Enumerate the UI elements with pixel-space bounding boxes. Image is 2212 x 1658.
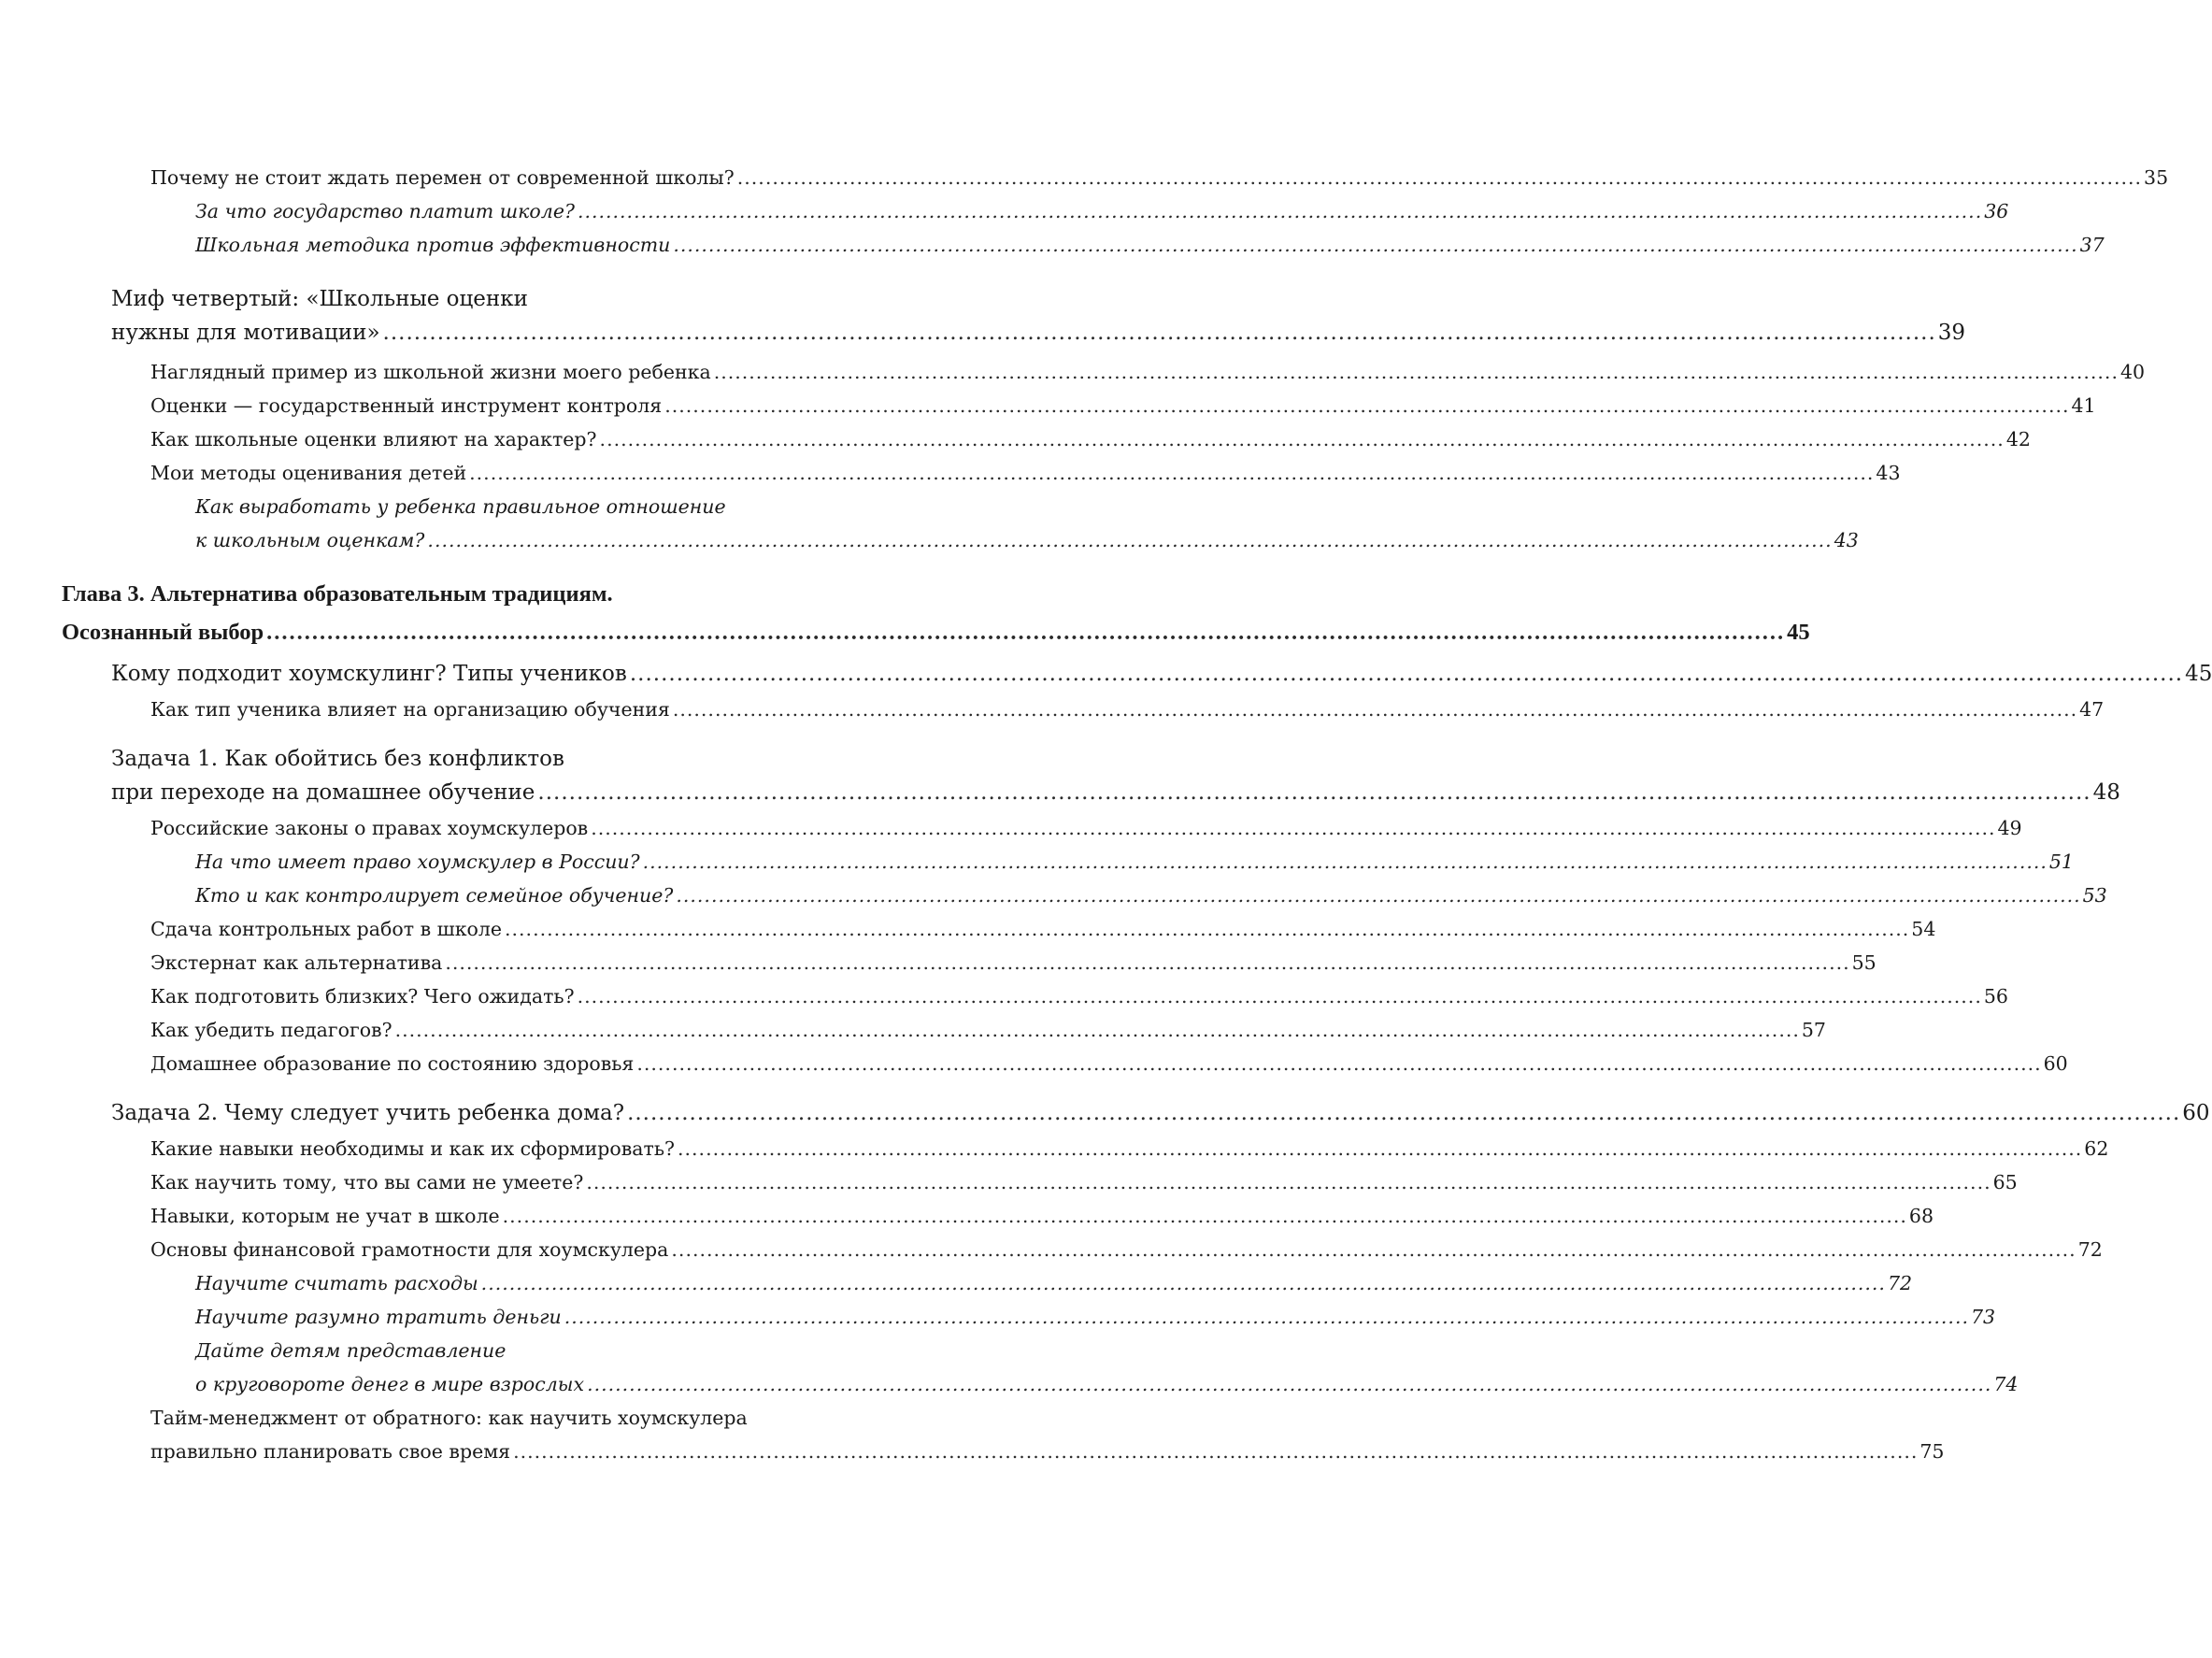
- toc-page-number: 72: [2077, 1238, 2103, 1261]
- toc-entry-title: Задача 1. Как обойтись без конфликтов: [111, 747, 564, 771]
- toc-entry[interactable]: [150, 1047, 2068, 1080]
- toc-page-number: 41: [2071, 394, 2096, 417]
- dot-leader: ........................................................................................................................................................................................................: [627, 1101, 2181, 1125]
- toc-entry[interactable]: [195, 490, 1859, 557]
- toc-page-number: 40: [2119, 361, 2146, 383]
- toc-page-number: 57: [1801, 1019, 1826, 1041]
- dot-leader: ........................................................................................................................................................................................................: [736, 166, 2143, 189]
- toc-entry-title: Экстернат как альтернатива: [150, 951, 443, 974]
- dot-leader: ........................................................................................................................................................................................................: [636, 1052, 2042, 1075]
- toc-entry[interactable]: [150, 1013, 1826, 1047]
- toc-entry-title: Как убедить педагогов?: [150, 1019, 392, 1041]
- toc-entry-title: Как школьные оценки влияют на характер?: [150, 428, 597, 450]
- toc-entry[interactable]: [150, 1233, 2103, 1266]
- toc-entry[interactable]: [195, 228, 2105, 262]
- dot-leader: ........................................................................................................................................................................................................: [564, 1306, 1969, 1328]
- toc-entry-title: Наглядный пример из школьной жизни моего ребенка: [150, 361, 711, 383]
- toc-page-number: 55: [1851, 951, 1877, 974]
- toc-entry-title: Российские законы о правах хоумскулеров: [150, 817, 589, 839]
- toc-entry[interactable]: [150, 693, 2105, 726]
- toc-entry-title: Научите разумно тратить деньги: [195, 1306, 562, 1328]
- toc-page-number: 37: [2079, 234, 2105, 256]
- toc-entry[interactable]: [111, 282, 1966, 350]
- toc-entry-title: Как тип ученика влияет на организацию обучения: [150, 698, 670, 721]
- dot-leader: ........................................................................................................................................................................................................: [445, 951, 1850, 974]
- toc-entry[interactable]: [150, 422, 2031, 456]
- dot-leader: ........................................................................................................................................................................................................: [591, 817, 1996, 839]
- toc-entry-title: к школьным оценкам?: [195, 529, 425, 551]
- toc-entry[interactable]: [150, 456, 1901, 490]
- toc-page-number: 48: [2092, 780, 2120, 805]
- toc-entry-title: За что государство платит школе?: [195, 200, 575, 222]
- dot-leader: ........................................................................................................................................................................................................: [427, 529, 1833, 551]
- toc-page-number: 39: [1937, 321, 1966, 345]
- toc-entry-title: Как выработать у ребенка правильное отношение: [195, 495, 726, 518]
- toc-page-number: 45: [2185, 662, 2212, 686]
- toc-entry[interactable]: [150, 1401, 1945, 1468]
- dot-leader: ........................................................................................................................................................................................................: [629, 662, 2184, 686]
- dot-leader: ........................................................................................................................................................................................................: [586, 1171, 1991, 1193]
- toc-entry-title: Научите считать расходы: [195, 1272, 478, 1294]
- toc-entry-title: Домашнее образование по состоянию здоровья: [150, 1052, 635, 1075]
- dot-leader: ........................................................................................................................................................................................................: [676, 884, 2081, 907]
- toc-entry[interactable]: [150, 912, 1936, 946]
- dot-leader: ........................................................................................................................................................................................................: [394, 1019, 1800, 1041]
- toc-entry[interactable]: [62, 575, 1810, 651]
- dot-leader: ........................................................................................................................................................................................................: [266, 620, 1786, 645]
- toc-entry-title: Почему не стоит ждать перемен от современной школы?: [150, 166, 735, 189]
- toc-entry[interactable]: [150, 161, 2169, 194]
- toc-entry[interactable]: [195, 1266, 1913, 1300]
- dot-leader: ........................................................................................................................................................................................................: [673, 234, 2078, 256]
- toc-page-number: 49: [1997, 817, 2022, 839]
- toc-entry[interactable]: [150, 1199, 1934, 1233]
- toc-page-number: 75: [1919, 1440, 1945, 1463]
- dot-leader: ........................................................................................................................................................................................................: [469, 462, 1875, 484]
- dot-leader: ........................................................................................................................................................................................................: [577, 200, 1983, 222]
- toc-entry[interactable]: [150, 811, 2022, 845]
- dot-leader: ........................................................................................................................................................................................................: [513, 1440, 1919, 1463]
- toc-entry-title: Дайте детям представление: [195, 1339, 507, 1362]
- dot-leader: ........................................................................................................................................................................................................: [577, 985, 1982, 1008]
- dot-leader: ........................................................................................................................................................................................................: [587, 1373, 1992, 1395]
- toc-page-number: 68: [1908, 1205, 1934, 1227]
- dot-leader: ........................................................................................................................................................................................................: [502, 1205, 1907, 1227]
- toc-page-number: 74: [1993, 1373, 2019, 1395]
- dot-leader: ........................................................................................................................................................................................................: [713, 361, 2119, 383]
- toc-entry-title: Глава 3. Альтернатива образовательным традициям.: [62, 581, 613, 607]
- toc-page-number: 45: [1787, 620, 1810, 645]
- toc-entry-title: На что имеет право хоумскулер в России?: [195, 850, 640, 873]
- toc-page-number: 42: [2005, 428, 2031, 450]
- toc-page-number: 62: [2084, 1137, 2109, 1160]
- dot-leader: ........................................................................................................................................................................................................: [537, 780, 2091, 805]
- dot-leader: ........................................................................................................................................................................................................: [642, 850, 2048, 873]
- toc-entry[interactable]: [150, 979, 2008, 1013]
- dot-leader: ........................................................................................................................................................................................................: [672, 698, 2078, 721]
- dot-leader: ........................................................................................................................................................................................................: [664, 394, 2070, 417]
- toc-entry[interactable]: [111, 657, 2212, 691]
- dot-leader: ........................................................................................................................................................................................................: [480, 1272, 1886, 1294]
- toc-entry[interactable]: [150, 355, 2146, 389]
- toc-page-number: 43: [1876, 462, 1901, 484]
- toc-page-number: 51: [2048, 850, 2074, 873]
- toc-page-number: 56: [1983, 985, 2008, 1008]
- toc-entry-title: Как подготовить близких? Чего ожидать?: [150, 985, 575, 1008]
- toc-entry[interactable]: [150, 946, 1877, 979]
- toc-entry-title: Миф четвертый: «Школьные оценки: [111, 287, 528, 311]
- toc-entry-title: Кому подходит хоумскулинг? Типы учеников: [111, 662, 627, 686]
- toc-entry-title: Тайм-менеджмент от обратного: как научить хоумскулера: [150, 1407, 748, 1429]
- toc-page-number: 73: [1970, 1306, 1996, 1328]
- toc-entry-title: Какие навыки необходимы и как их сформировать?: [150, 1137, 675, 1160]
- toc-page-number: 47: [2079, 698, 2105, 721]
- toc-page-number: 53: [2082, 884, 2107, 907]
- toc-page-number: 54: [1911, 918, 1936, 940]
- dot-leader: ........................................................................................................................................................................................................: [671, 1238, 2076, 1261]
- toc-page-number: 65: [1992, 1171, 2018, 1193]
- toc-entry[interactable]: [150, 389, 2096, 422]
- toc-entry-title: Задача 2. Чему следует учить ребенка дома?: [111, 1101, 625, 1125]
- toc-entry-title: Основы финансовой грамотности для хоумскулера: [150, 1238, 669, 1261]
- toc-page-number: 60: [2043, 1052, 2068, 1075]
- toc-entry[interactable]: [195, 879, 2107, 912]
- toc-entry[interactable]: [195, 845, 2074, 879]
- toc-entry-title: Сдача контрольных работ в школе: [150, 918, 502, 940]
- toc-entry-title: правильно планировать свое время: [150, 1440, 511, 1463]
- toc-entry[interactable]: [111, 1096, 2210, 1130]
- toc-entry[interactable]: [150, 1132, 2109, 1165]
- toc-entry-title: о круговороте денег в мире взрослых: [195, 1373, 585, 1395]
- dot-leader: ........................................................................................................................................................................................................: [382, 321, 1936, 345]
- dot-leader: ........................................................................................................................................................................................................: [678, 1137, 2083, 1160]
- toc-entry-title: Оценки — государственный инструмент контроля: [150, 394, 663, 417]
- toc-entry[interactable]: [195, 1300, 1996, 1334]
- toc-page-number: 43: [1834, 529, 1859, 551]
- toc-entry[interactable]: [111, 742, 2120, 809]
- toc-entry-title: Кто и как контролирует семейное обучение?: [195, 884, 674, 907]
- toc-entry-title: Как научить тому, что вы сами не умеете?: [150, 1171, 584, 1193]
- toc-entry[interactable]: [195, 1334, 2019, 1401]
- toc-page-number: 35: [2144, 166, 2169, 189]
- toc-entry-title: при переходе на домашнее обучение: [111, 780, 535, 805]
- toc-entry-title: Мои методы оценивания детей: [150, 462, 467, 484]
- toc-entry[interactable]: [195, 194, 2009, 228]
- toc-entry-title: Школьная методика против эффективности: [195, 234, 671, 256]
- toc-entry-title: Осознанный выбор: [62, 620, 264, 645]
- toc-page-number: 72: [1887, 1272, 1913, 1294]
- toc-entry-title: нужны для мотивации»: [111, 321, 380, 345]
- dot-leader: ........................................................................................................................................................................................................: [599, 428, 2005, 450]
- toc-entry-title: Навыки, которым не учат в школе: [150, 1205, 500, 1227]
- toc-page-number: 36: [1984, 200, 2009, 222]
- toc-entry[interactable]: [150, 1165, 2018, 1199]
- toc-page-number: 60: [2182, 1101, 2210, 1125]
- dot-leader: ........................................................................................................................................................................................................: [505, 918, 1910, 940]
